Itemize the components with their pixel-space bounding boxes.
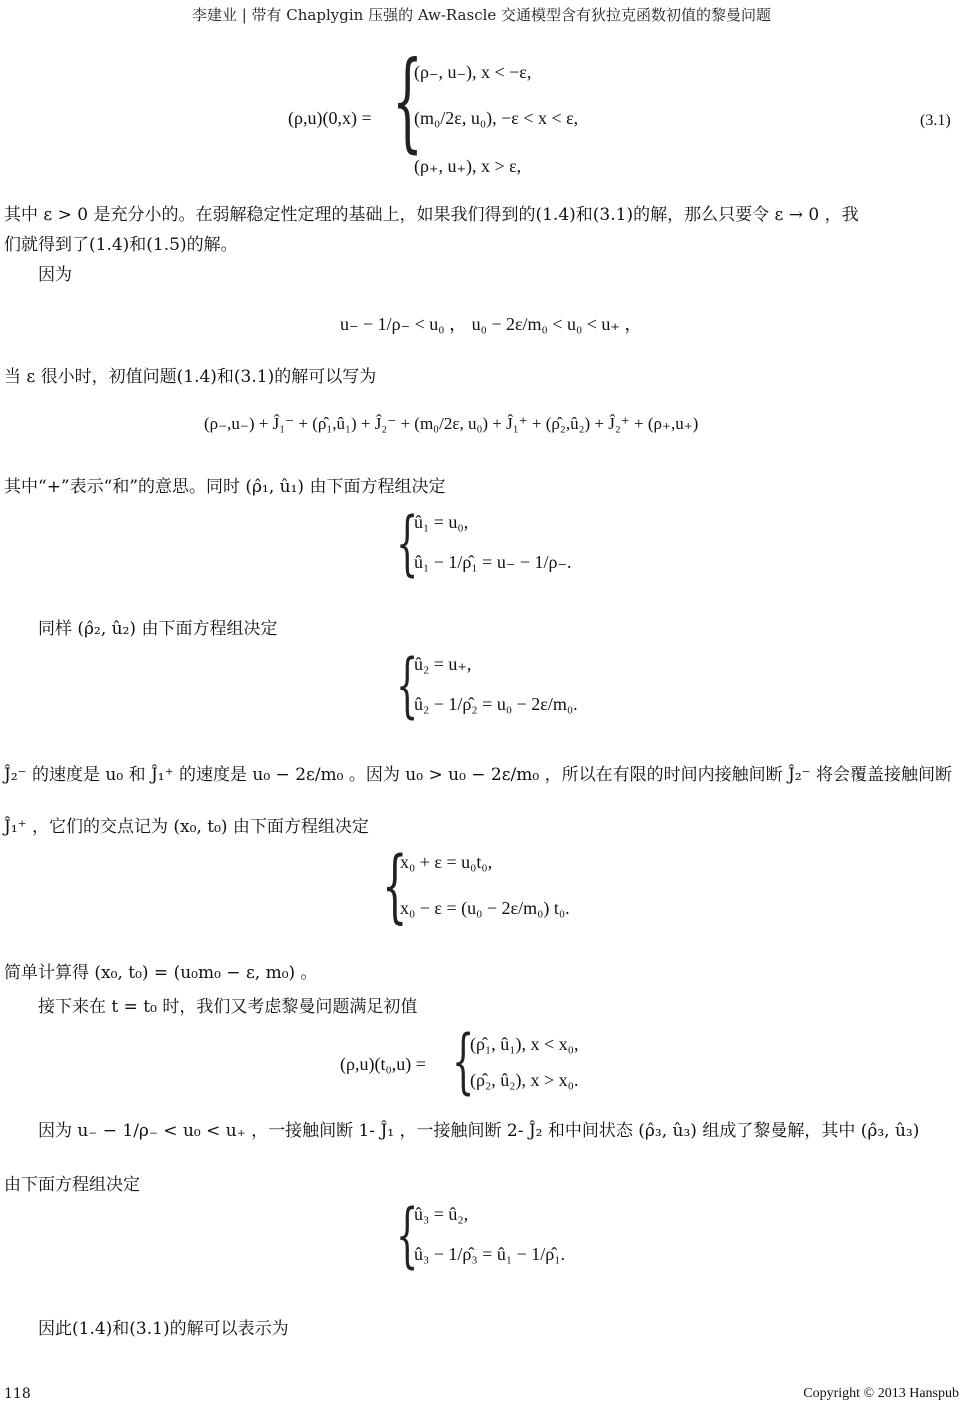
riemann-case-1: (ρ̂₁, û₁), x < x₀, [470, 1034, 579, 1054]
riemann-lhs: (ρ,u)(t₀,u) = [340, 1054, 426, 1074]
system-2-line-1: û₂ = u₊, [414, 654, 472, 674]
inequality-a: u₋ − 1/ρ₋ < u₀ ， u₀ − 2ε/m₀ < u₀ < u₊ ， [340, 314, 643, 334]
system-1-line-2: û₁ − 1/ρ̂₁ = u₋ − 1/ρ₋. [414, 552, 572, 572]
page-number: 118 [4, 1386, 31, 1402]
paragraph-10: 因此(1.4)和(3.1)的解可以表示为 [38, 1319, 289, 1339]
left-brace: { [382, 839, 408, 932]
paragraph-5: 同样 (ρ̂₂, û₂) 由下面方程组决定 [38, 619, 278, 639]
copyright-notice: Copyright © 2013 Hanspub [803, 1386, 959, 1401]
paragraph-9-line-2: 由下面方程组决定 [4, 1175, 140, 1195]
paragraph-3: 当 ε 很小时，初值问题(1.4)和(3.1)的解可以写为 [4, 367, 377, 387]
left-brace: { [396, 502, 419, 584]
paragraph-4: 其中“+”表示“和”的意思。同时 (ρ̂₁, û₁) 由下面方程组决定 [4, 477, 446, 497]
system-2-line-2: û₂ − 1/ρ̂₂ = u₀ − 2ε/m₀. [414, 694, 578, 714]
left-brace: { [452, 1020, 475, 1102]
system-1-line-1: û₁ = u₀, [414, 512, 469, 532]
solution-sum: (ρ₋,u₋) + Ĵ₁⁻ + (ρ̂₁,û₁) + Ĵ₂⁻ + (m₀/2ε, u₀) + Ĵ₁⁺ + (ρ̂₂,û₂) + Ĵ₂⁺ + (ρ₊,u₊) [204, 414, 699, 433]
paragraph-9-line-1: 因为 u₋ − 1/ρ₋ < u₀ < u₊ ，一接触间断 1- Ĵ₁ ，一接触间断 2- Ĵ₂ 和中间状态 (ρ̂₃, û₃) 组成了黎曼解，其中 (ρ̂₃, û₃) [38, 1121, 920, 1141]
paragraph-2: 因为 [38, 265, 72, 285]
paragraph-7: 简单计算得 (x₀, t₀) = (u₀m₀ − ε, m₀) 。 [4, 963, 318, 983]
running-header: 李建业 | 带有 Chaplygin 压强的 Aw-Rascle 交通模型含有狄拉克函数初值的黎曼问题 [191, 6, 772, 24]
left-brace: { [392, 39, 423, 164]
paragraph-1-line-2: 们就得到了(1.4)和(1.5)的解。 [4, 235, 238, 255]
eq-3-1-case-1: (ρ₋, u₋), x < −ε, [414, 62, 532, 82]
equation-number: (3.1) [920, 112, 951, 129]
eq-3-1-case-2: (m₀/2ε, u₀), −ε < x < ε, [414, 108, 579, 128]
paragraph-6-line-1: Ĵ₂⁻ 的速度是 u₀ 和 Ĵ₁⁺ 的速度是 u₀ − 2ε/m₀ 。因为 u₀ > u₀ − 2ε/m₀ ，所以在有限的时间内接触间断 Ĵ₂⁻ 将会覆盖接触间断 [4, 765, 953, 785]
eq-3-1-lhs: (ρ,u)(0,x) = [288, 108, 372, 128]
riemann-case-2: (ρ̂₂, û₂), x > x₀. [470, 1070, 579, 1090]
system-4-line-1: û₃ = û₂, [414, 1204, 469, 1224]
paragraph-8: 接下来在 t = t₀ 时，我们又考虑黎曼问题满足初值 [38, 997, 418, 1017]
system-3-line-1: x₀ + ε = u₀t₀, [400, 852, 493, 872]
left-brace: { [396, 644, 419, 726]
system-4-line-2: û₃ − 1/ρ̂₃ = û₁ − 1/ρ̂₁. [414, 1244, 566, 1264]
eq-3-1-case-3: (ρ₊, u₊), x > ε, [414, 156, 522, 176]
paragraph-6-line-2: Ĵ₁⁺ ，它们的交点记为 (x₀, t₀) 由下面方程组决定 [4, 817, 369, 837]
paragraph-1-line-1: 其中 ε > 0 是充分小的。在弱解稳定性定理的基础上，如果我们得到的(1.4)和(3.1)的解，那么只要令 ε → 0 ，我 [4, 205, 859, 225]
system-3-line-2: x₀ − ε = (u₀ − 2ε/m₀) t₀. [400, 898, 570, 918]
left-brace: { [396, 1194, 419, 1276]
